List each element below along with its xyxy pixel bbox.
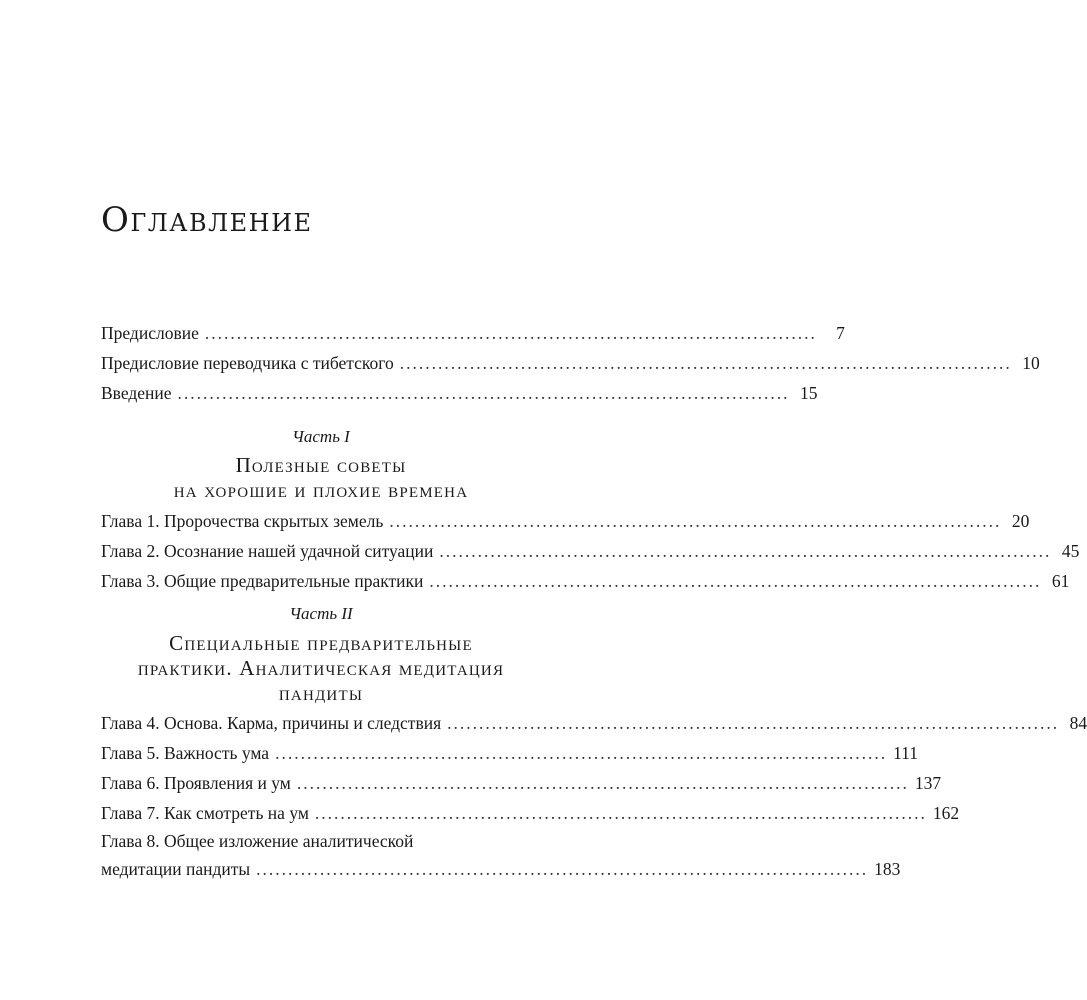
toc-part-2: [101, 708, 1087, 884]
toc-entry-page: 183: [874, 859, 901, 879]
part-title-line: Полезные советы: [235, 453, 407, 477]
toc-entry-page: 61: [1051, 571, 1070, 591]
toc-entry-label: Глава 8. Общее изложение аналитической: [101, 831, 414, 851]
dot-leader: ................................................................................................: [275, 743, 888, 763]
toc-entry-page: 15: [800, 383, 818, 403]
toc-entry[interactable]: [101, 798, 960, 828]
toc-entry-page: 10: [1022, 353, 1040, 373]
part-label: Часть II: [289, 604, 353, 623]
toc-entry-line: [101, 854, 901, 884]
page-title: Оглавление: [101, 200, 313, 240]
dot-leader: ................................................................................................: [429, 571, 1042, 591]
dot-leader: ................................................................................................: [204, 323, 817, 343]
dot-leader: ................................................................................................: [296, 773, 909, 793]
part-2-heading: [101, 602, 541, 706]
toc-entry[interactable]: [101, 378, 818, 408]
toc-entry-label: медитации пандиты: [101, 859, 251, 879]
toc-entry-label: Глава 4. Основа. Карма, причины и следствия: [101, 713, 442, 733]
toc-entry[interactable]: [101, 708, 1087, 738]
toc-entry-line: [101, 828, 541, 854]
toc-entry-label: Глава 5. Важность ума: [101, 743, 270, 763]
dot-leader: ................................................................................................: [399, 353, 1012, 373]
toc-entry[interactable]: [101, 768, 942, 798]
toc-entry[interactable]: [101, 348, 1040, 378]
toc-entry[interactable]: [101, 318, 845, 348]
toc-entry-page: 162: [932, 803, 960, 823]
toc-entry-multiline[interactable]: [101, 828, 901, 884]
toc-entry[interactable]: [101, 566, 1070, 596]
toc-entry-label: Глава 3. Общие предварительные практики: [101, 571, 424, 591]
part-title-line: практики. Аналитическая медитация: [137, 656, 505, 680]
toc-entry-label: Предисловие: [101, 323, 199, 343]
part-title-line: Специальные предварительные: [169, 631, 473, 655]
dot-leader: ................................................................................................: [177, 383, 790, 403]
part-title-line: на хорошие и плохие времена: [173, 478, 469, 502]
toc-entry[interactable]: [101, 506, 1030, 536]
dot-leader: ................................................................................................: [447, 713, 1060, 733]
toc-entry-label: Введение: [101, 383, 172, 403]
part-title-line: пандиты: [278, 681, 364, 705]
part-1-heading: [101, 425, 541, 503]
toc-entry-page: 137: [914, 773, 942, 793]
toc-entry-label: Глава 7. Как смотреть на ум: [101, 803, 309, 823]
toc-entry[interactable]: [101, 738, 919, 768]
toc-part-1: [101, 506, 1080, 596]
toc-entry-label: Глава 6. Проявления и ум: [101, 773, 291, 793]
dot-leader: ................................................................................................: [389, 511, 1002, 531]
dot-leader: ................................................................................................: [256, 859, 869, 879]
toc-entry-page: 7: [836, 323, 845, 343]
toc-entry-label: Глава 1. Пророчества скрытых земель: [101, 511, 384, 531]
toc-entry-page: 20: [1011, 511, 1030, 531]
toc-entry-page: 111: [893, 743, 919, 763]
toc-front-matter: [101, 318, 1040, 408]
dot-leader: ................................................................................................: [439, 541, 1052, 561]
dot-leader: ................................................................................................: [314, 803, 927, 823]
toc-entry[interactable]: [101, 536, 1080, 566]
toc-entry-label: Предисловие переводчика с тибетского: [101, 353, 394, 373]
toc-entry-label: Глава 2. Осознание нашей удачной ситуации: [101, 541, 434, 561]
toc-entry-page: 84: [1069, 713, 1087, 733]
part-label: Часть I: [292, 427, 350, 446]
toc-entry-page: 45: [1061, 541, 1080, 561]
